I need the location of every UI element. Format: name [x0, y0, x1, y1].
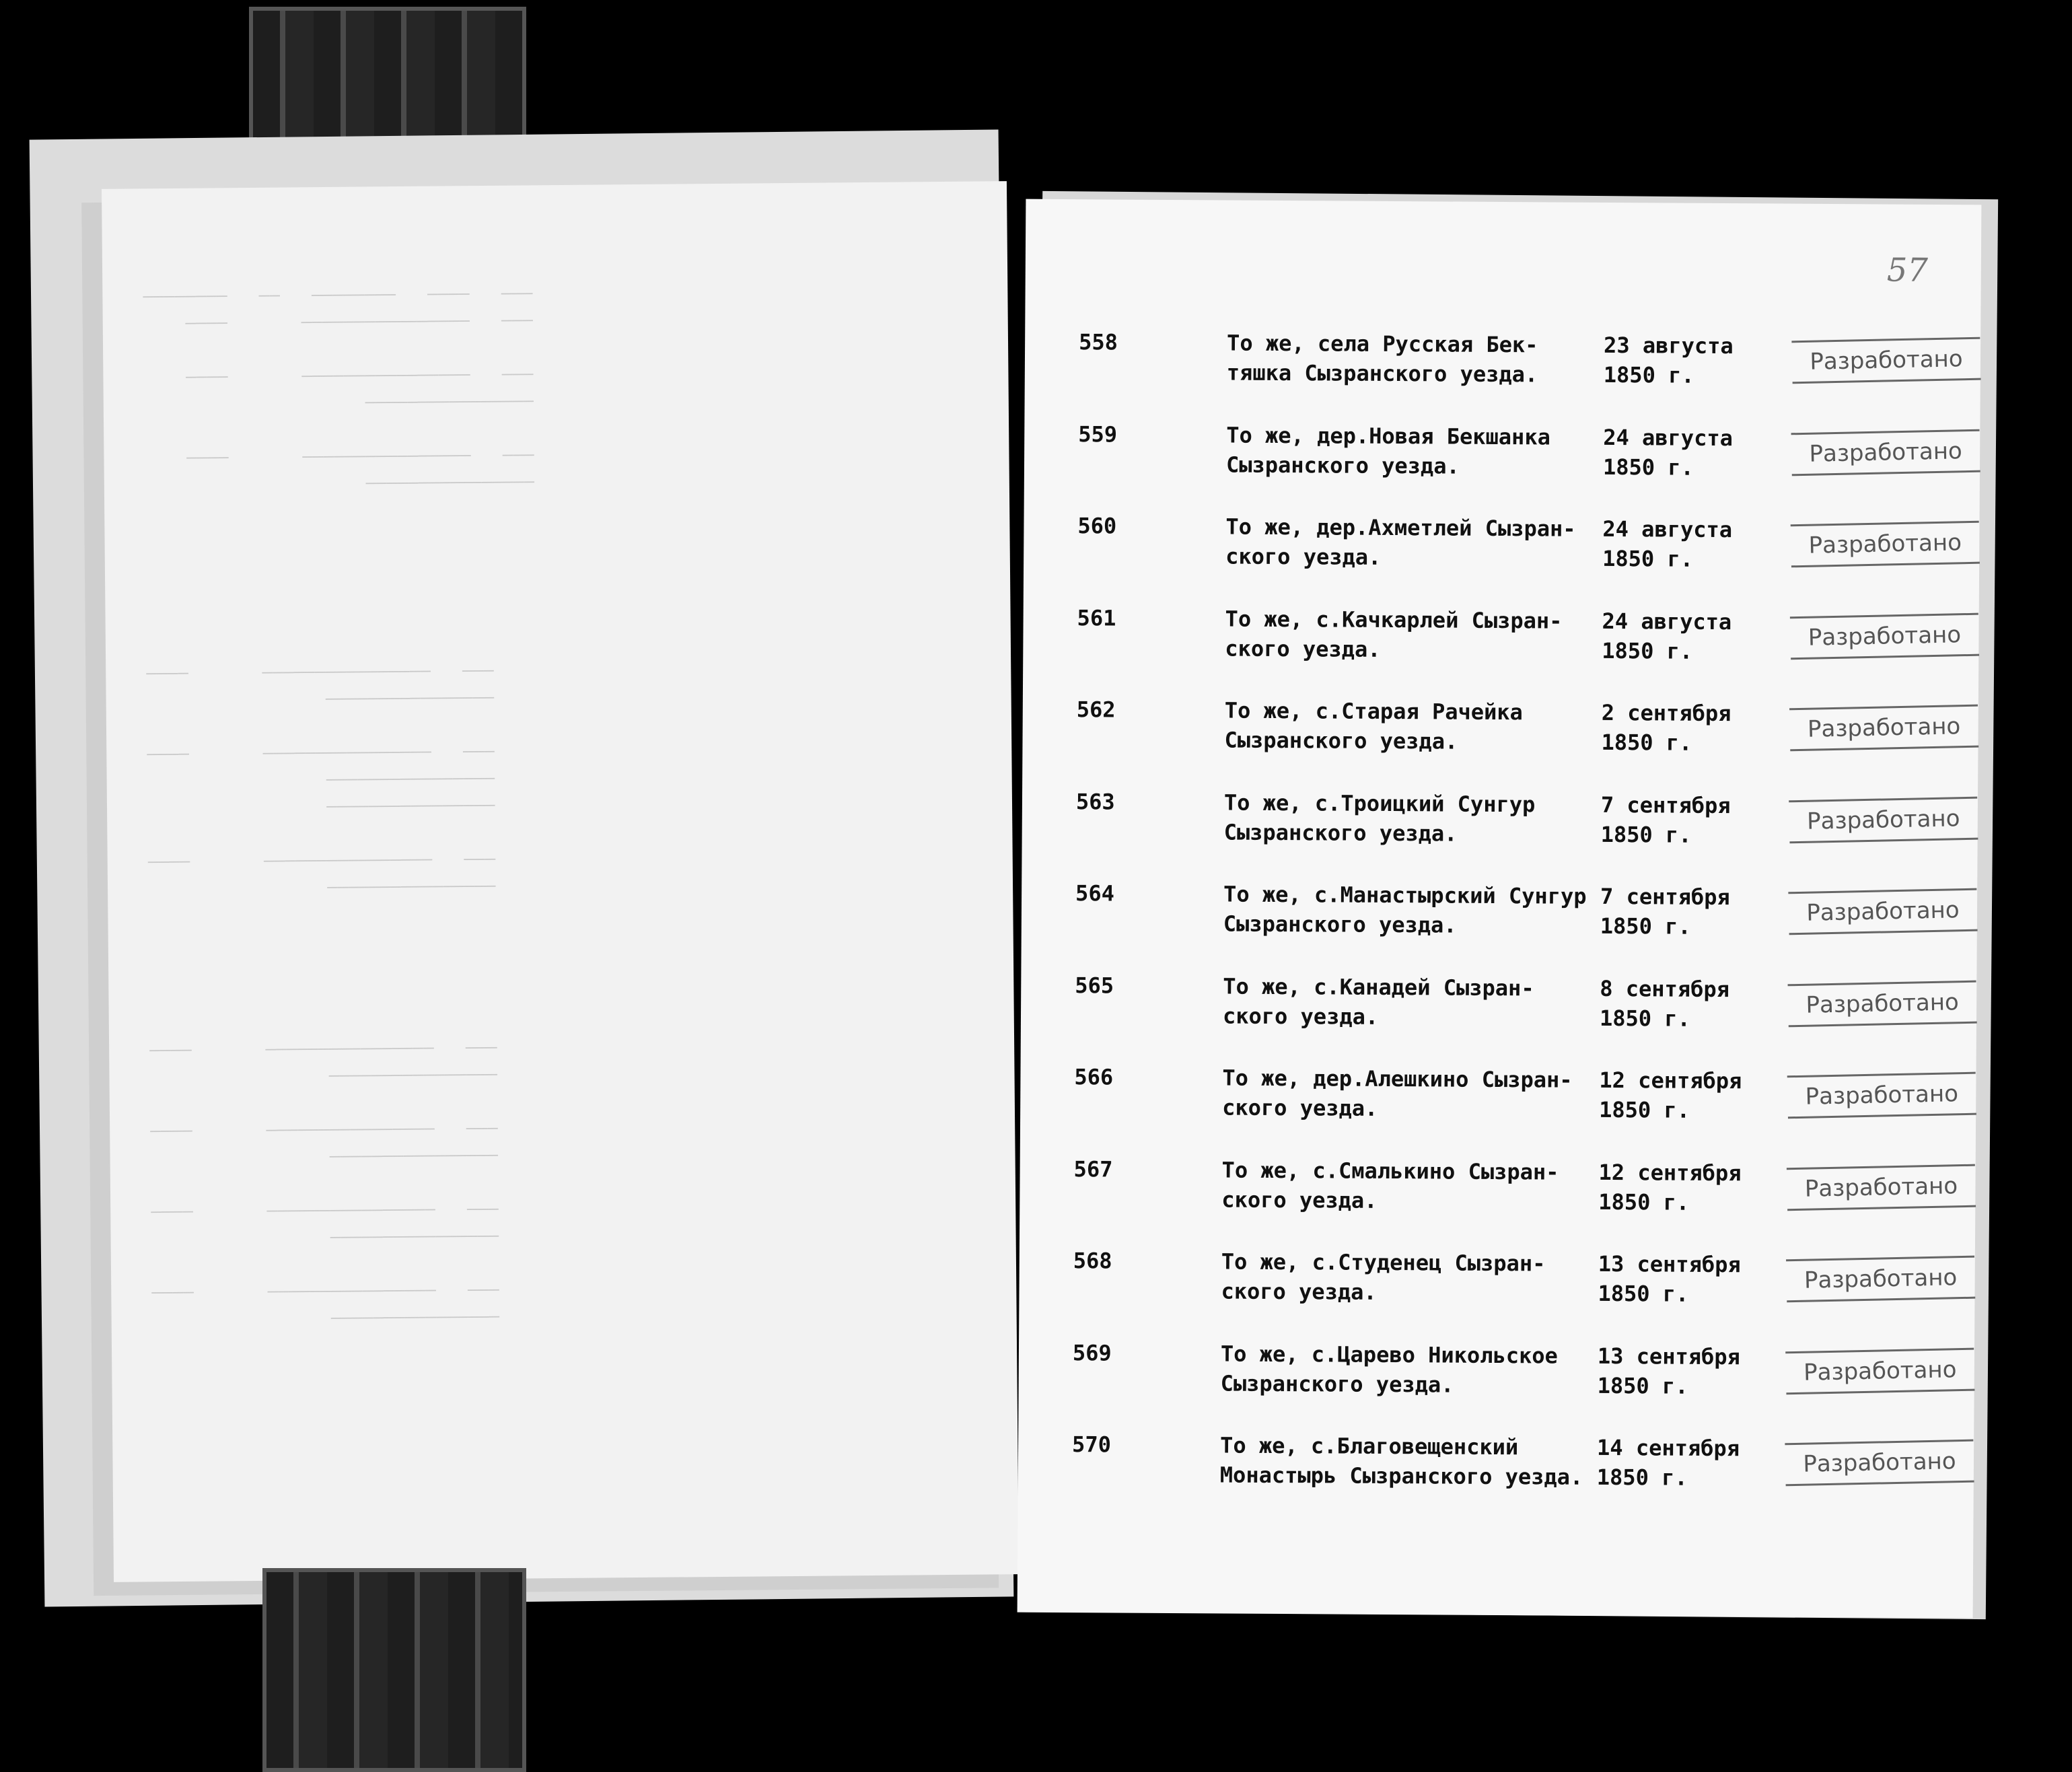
- record-date: [1604, 330, 1734, 390]
- record-description: [1221, 1339, 1558, 1400]
- processed-stamp: Разработано: [1788, 888, 1977, 935]
- record-date: [1599, 1065, 1742, 1125]
- record-description: [1223, 971, 1534, 1032]
- record-description-line: То же, с.Смалькино Сызран-: [1221, 1156, 1559, 1185]
- record-date-line: 1850 г.: [1599, 1096, 1690, 1123]
- record-row: [1018, 1337, 1974, 1435]
- record-description: [1224, 787, 1536, 849]
- binder-clip-bottom: [262, 1568, 526, 1772]
- record-description-line: Сызранского уезда.: [1224, 727, 1458, 754]
- record-description: [1221, 1246, 1545, 1308]
- record-row: [1024, 511, 1980, 608]
- record-date-line: 1850 г.: [1600, 821, 1692, 848]
- record-date-line: 1850 г.: [1602, 454, 1694, 481]
- processed-stamp: Разработано: [1791, 521, 1980, 568]
- record-description: [1225, 604, 1562, 665]
- record-date: [1602, 514, 1732, 574]
- record-number: 567: [1073, 1156, 1113, 1182]
- record-date-line: 1850 г.: [1602, 637, 1693, 664]
- bleed-through-text: ——— ———————————————— ———— ———————————————— ——— ———————————————— ———— ———————————————— ———————————————— ——— ———————————————— ———— ————————————————: [146, 660, 496, 898]
- record-date: [1597, 1433, 1740, 1493]
- record-number: 568: [1073, 1248, 1112, 1274]
- record-date-line: 24 августа: [1603, 424, 1734, 451]
- record-description-line: То же, села Русская Бек-: [1227, 330, 1538, 358]
- record-date-line: 1850 г.: [1601, 729, 1692, 756]
- record-date: [1603, 422, 1733, 482]
- record-description-line: То же, дер.Новая Бекшанка: [1226, 422, 1551, 450]
- record-date: [1598, 1249, 1740, 1309]
- record-date-line: 1850 г.: [1598, 1189, 1690, 1215]
- record-date-line: 8 сентября: [1600, 975, 1730, 1002]
- record-description-line: ского уезда.: [1225, 635, 1381, 662]
- record-date: [1602, 606, 1731, 666]
- record-description-line: То же, с.Старая Рачейка: [1224, 697, 1524, 725]
- record-number: 560: [1077, 513, 1117, 539]
- record-date-line: 24 августа: [1602, 608, 1732, 635]
- record-description-line: ского уезда.: [1222, 1094, 1378, 1121]
- record-row: [1021, 970, 1977, 1067]
- page-number: 57: [1886, 251, 1929, 289]
- record-date-line: 23 августа: [1604, 332, 1734, 359]
- record-number: 558: [1079, 329, 1118, 355]
- record-date-line: 14 сентября: [1596, 1434, 1740, 1462]
- record-row: [1024, 327, 1980, 425]
- record-number: 561: [1077, 604, 1116, 631]
- record-number: 562: [1076, 697, 1116, 723]
- record-number: 564: [1075, 880, 1115, 907]
- record-description-line: Сызранского уезда.: [1223, 818, 1458, 847]
- processed-stamp: Разработано: [1790, 612, 1979, 660]
- record-date-line: 2 сентября: [1601, 699, 1731, 727]
- record-number: 569: [1072, 1339, 1112, 1366]
- record-date-line: 7 сентября: [1600, 791, 1731, 818]
- processed-stamp: Разработано: [1788, 980, 1977, 1027]
- record-description: [1220, 1430, 1583, 1491]
- record-row: [1022, 786, 1978, 884]
- record-description-line: То же, с.Качкарлей Сызран-: [1225, 606, 1563, 634]
- record-date: [1600, 973, 1729, 1033]
- record-row: [1022, 695, 1978, 792]
- record-number: 563: [1075, 788, 1115, 815]
- record-date-line: 1850 г.: [1602, 545, 1694, 572]
- record-description: [1222, 1063, 1573, 1124]
- record-date-line: 1850 г.: [1598, 1280, 1689, 1307]
- record-date: [1600, 882, 1730, 942]
- record-description-line: тяшка Сызранского уезда.: [1226, 359, 1538, 388]
- record-row: [1021, 878, 1977, 976]
- record-date-line: 12 сентября: [1598, 1159, 1742, 1186]
- record-row: [1017, 1429, 1974, 1527]
- record-description-line: То же, дер.Ахметлей Сызран-: [1225, 513, 1576, 542]
- record-date-line: 1850 г.: [1597, 1372, 1688, 1399]
- record-date-line: 7 сентября: [1600, 883, 1730, 911]
- processed-stamp: Разработано: [1791, 337, 1980, 384]
- record-date-line: 1850 г.: [1603, 361, 1694, 388]
- record-description-line: То же, с.Благовещенский: [1220, 1432, 1519, 1460]
- record-description: [1225, 512, 1576, 573]
- left-page-reverse: [102, 181, 1019, 1582]
- record-row: [1023, 602, 1979, 700]
- processed-stamp: Разработано: [1789, 796, 1978, 843]
- record-description: [1221, 1155, 1559, 1216]
- record-description: [1226, 420, 1550, 481]
- record-description-line: ского уезда.: [1221, 1278, 1377, 1305]
- record-description-line: ского уезда.: [1225, 543, 1382, 570]
- record-description-line: То же, с.Канадей Сызран-: [1223, 972, 1534, 1001]
- record-description-line: Сызранского уезда.: [1220, 1370, 1454, 1398]
- right-page: [1017, 199, 1982, 1619]
- record-row: [1019, 1246, 1975, 1343]
- record-date-line: 13 сентября: [1598, 1250, 1741, 1278]
- record-description-line: То же, дер.Алешкино Сызран-: [1222, 1065, 1573, 1093]
- record-description: [1223, 879, 1587, 940]
- processed-stamp: Разработано: [1789, 705, 1978, 752]
- processed-stamp: Разработано: [1787, 1164, 1976, 1211]
- record-date: [1598, 1157, 1741, 1217]
- record-description-line: То же, с.Троицкий Сунгур: [1223, 789, 1536, 817]
- processed-stamp: Разработано: [1785, 1347, 1974, 1394]
- record-description-line: ского уезда.: [1222, 1002, 1379, 1030]
- processed-stamp: Разработано: [1787, 1072, 1976, 1119]
- processed-stamp: Разработано: [1791, 429, 1980, 476]
- record-date-line: 13 сентября: [1597, 1343, 1740, 1370]
- record-date: [1601, 789, 1731, 849]
- record-number: 559: [1078, 421, 1118, 448]
- record-row: [1020, 1154, 1976, 1251]
- record-description-line: Сызранского уезда.: [1223, 911, 1457, 938]
- record-description-line: То же, с.Студенец Сызран-: [1221, 1248, 1546, 1277]
- bleed-through-text: ——— ———————————————— ———— ———————————————— ——— ———————————————— ———— ———————————————— ——— ———————————————— ———— ———————————————— ——— ———————————————— ———— ————————————————: [149, 1036, 500, 1328]
- record-description: [1227, 328, 1538, 390]
- record-date-line: 24 августа: [1602, 516, 1733, 543]
- record-description-line: Монастырь Сызранского уезда.: [1219, 1462, 1583, 1490]
- record-date: [1598, 1341, 1740, 1401]
- record-number: 566: [1074, 1064, 1114, 1090]
- record-number: 565: [1075, 972, 1114, 999]
- processed-stamp: Разработано: [1785, 1440, 1974, 1487]
- record-description-line: То же, с.Манастырский Сунгур: [1223, 881, 1587, 909]
- record-date: [1601, 698, 1731, 758]
- record-date-line: 1850 г.: [1596, 1464, 1688, 1491]
- record-date-line: 12 сентября: [1599, 1067, 1742, 1094]
- record-description-line: То же, с.Царево Никольское: [1220, 1340, 1558, 1369]
- record-description-line: Сызранского уезда.: [1225, 452, 1460, 479]
- processed-stamp: Разработано: [1786, 1256, 1975, 1303]
- record-date-line: 1850 г.: [1600, 913, 1691, 940]
- record-row: [1024, 419, 1980, 516]
- record-date-line: 1850 г.: [1599, 1005, 1690, 1032]
- record-row: [1020, 1062, 1976, 1160]
- record-description-line: ского уезда.: [1221, 1186, 1378, 1213]
- bleed-through-text: ——— ———— ———————— —— ———————— ——— ———————————————— ———— ——— ———————————————— ———— ———————————————— ——— ———————————————— ———— ————————————————: [143, 283, 535, 493]
- record-description: [1224, 696, 1523, 757]
- record-number: 570: [1072, 1431, 1112, 1458]
